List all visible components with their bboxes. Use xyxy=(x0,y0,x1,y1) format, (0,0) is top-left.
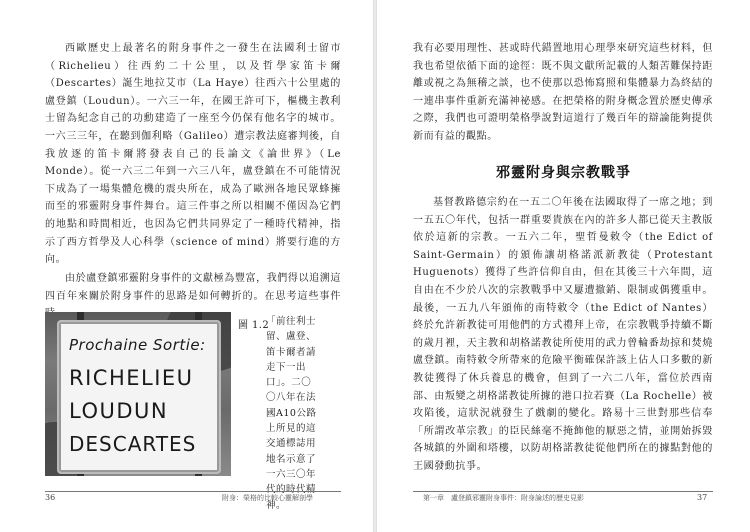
body-paragraph: 西歐歷史上最著名的附身事件之一發生在法國利士留市（Richelieu）往西約二十公里，以及哲學家笛卡爾（Descartes）誕生地拉艾市（La Haye）往西六十公里處的盧登鎮（Loudun）。一六三一年，在國王許可下，樞機主教利士留為紀念自己的功勳建造了一座至今仍保有他名字的城市。一六三三年，在聽到伽利略（Galileo）遭宗教法庭審判後，自我放逐的笛卡爾將發表自己的長論文《論世界》（Le Monde）。從一六三二年到一六三八年，盧登鎮在不可能情況下成為了一場集體危機的震央所在，成為了歐洲各地民眾蜂擁而至的邪靈附身事件舞台。這三件事之所以相關不僅因為它們的地點和時間相近，也因為它們共同界定了一種時代精神，指示了西方哲學及人心科學（science of mind）將要行進的方向。 xyxy=(45,43,341,266)
road-sign-photo xyxy=(45,312,231,476)
running-head: 附身：榮格的比較心靈解剖學 xyxy=(222,494,313,502)
footer-rule xyxy=(413,491,713,492)
body-paragraph: 我有必要用理性、甚或時代錯置地用心理學來研究這些材料，但我也希望依循下面的途徑：既不與文獻所記載的人類苦難保持距離或視之為無稽之談，也不使那以恐怖寫照和集體暴力為終結的一連串事件重新充滿神祕感。在把榮格的附身概念置於歷史傳承之際，我們也可證明榮格學說對這道行了幾百年的辯論能夠提供新而有益的觀點。 xyxy=(413,43,713,142)
figure-caption: 「前往利士留、盧登、笛卡爾者請走下一出口」。二〇〇八年在法國A10公路上所見的這交通標誌用地名示意了一六三〇年代的時代精神。 xyxy=(266,316,317,511)
body-paragraph: 基督教路德宗約在一五二〇年後在法國取得了一席之地；到一五五〇年代，包括一群重要貴族在內的許多人都已從天主教版依於這新的宗教。一五六二年，聖哲曼敕令（the Edict of Saint-Germain）的頒佈讓胡格諾派新教徒（Protestant Huguenots）獲得了些許信仰自由，但在其後三十六年間，這自由在不少於八次的宗教戰爭中又屢遭撤銷、限制或偶獲重申。最後，一五九八年頒佈的南特敕令（the Edict of Nantes）終於允許新教徒可用他們的方式禮拜上帝，在宗教戰爭持續不斷的歲月裡，天主教和胡格諾教徒所使用的武力曾輪番劫掠和焚燒盧登鎮。南特敕令所帶來的危險平衡確保許該上佔人口多數的新教徒獲得了休兵養息的機會，但到了一六二八年，當位於西南部、由叛變之胡格諾教徒所據的港口拉若賽（La Rochelle）被攻陷後，這狀況就發生了戲劇的變化。路易十三世對那些信奉「所謂改革宗教」的臣民絲毫不掩飾他的厭惡之情，並開始拆毀各城鎮的外圍和塔樓，以防胡格諾教徒從他們所在的據點對他的王國發動抗爭。 xyxy=(413,197,713,472)
running-head: 第一章 盧登鎮邪靈附身事件：附身論述的歷史見影 xyxy=(423,494,584,502)
page-number: 36 xyxy=(45,493,56,502)
page-number: 37 xyxy=(697,493,708,502)
sign-line: LOUDUN xyxy=(69,399,169,423)
sign-line: Prochaine Sortie: xyxy=(69,336,206,354)
body-paragraph: 由於盧登鎮邪靈附身事件的文獻極為豐富，我們得以追溯這四百年來關於附身事件的思路是如何轉折的。在思考這些事件 xyxy=(45,273,341,302)
footer-rule xyxy=(45,491,341,492)
figure-label: 圖 1.2 xyxy=(238,320,270,331)
right-page xyxy=(377,0,750,532)
section-heading: 邪靈附身與宗教戰爭 xyxy=(496,165,631,181)
left-page xyxy=(0,0,373,532)
road-sign xyxy=(57,320,221,474)
sign-line: DESCARTES xyxy=(69,432,197,456)
sign-line: RICHELIEU xyxy=(69,366,194,390)
